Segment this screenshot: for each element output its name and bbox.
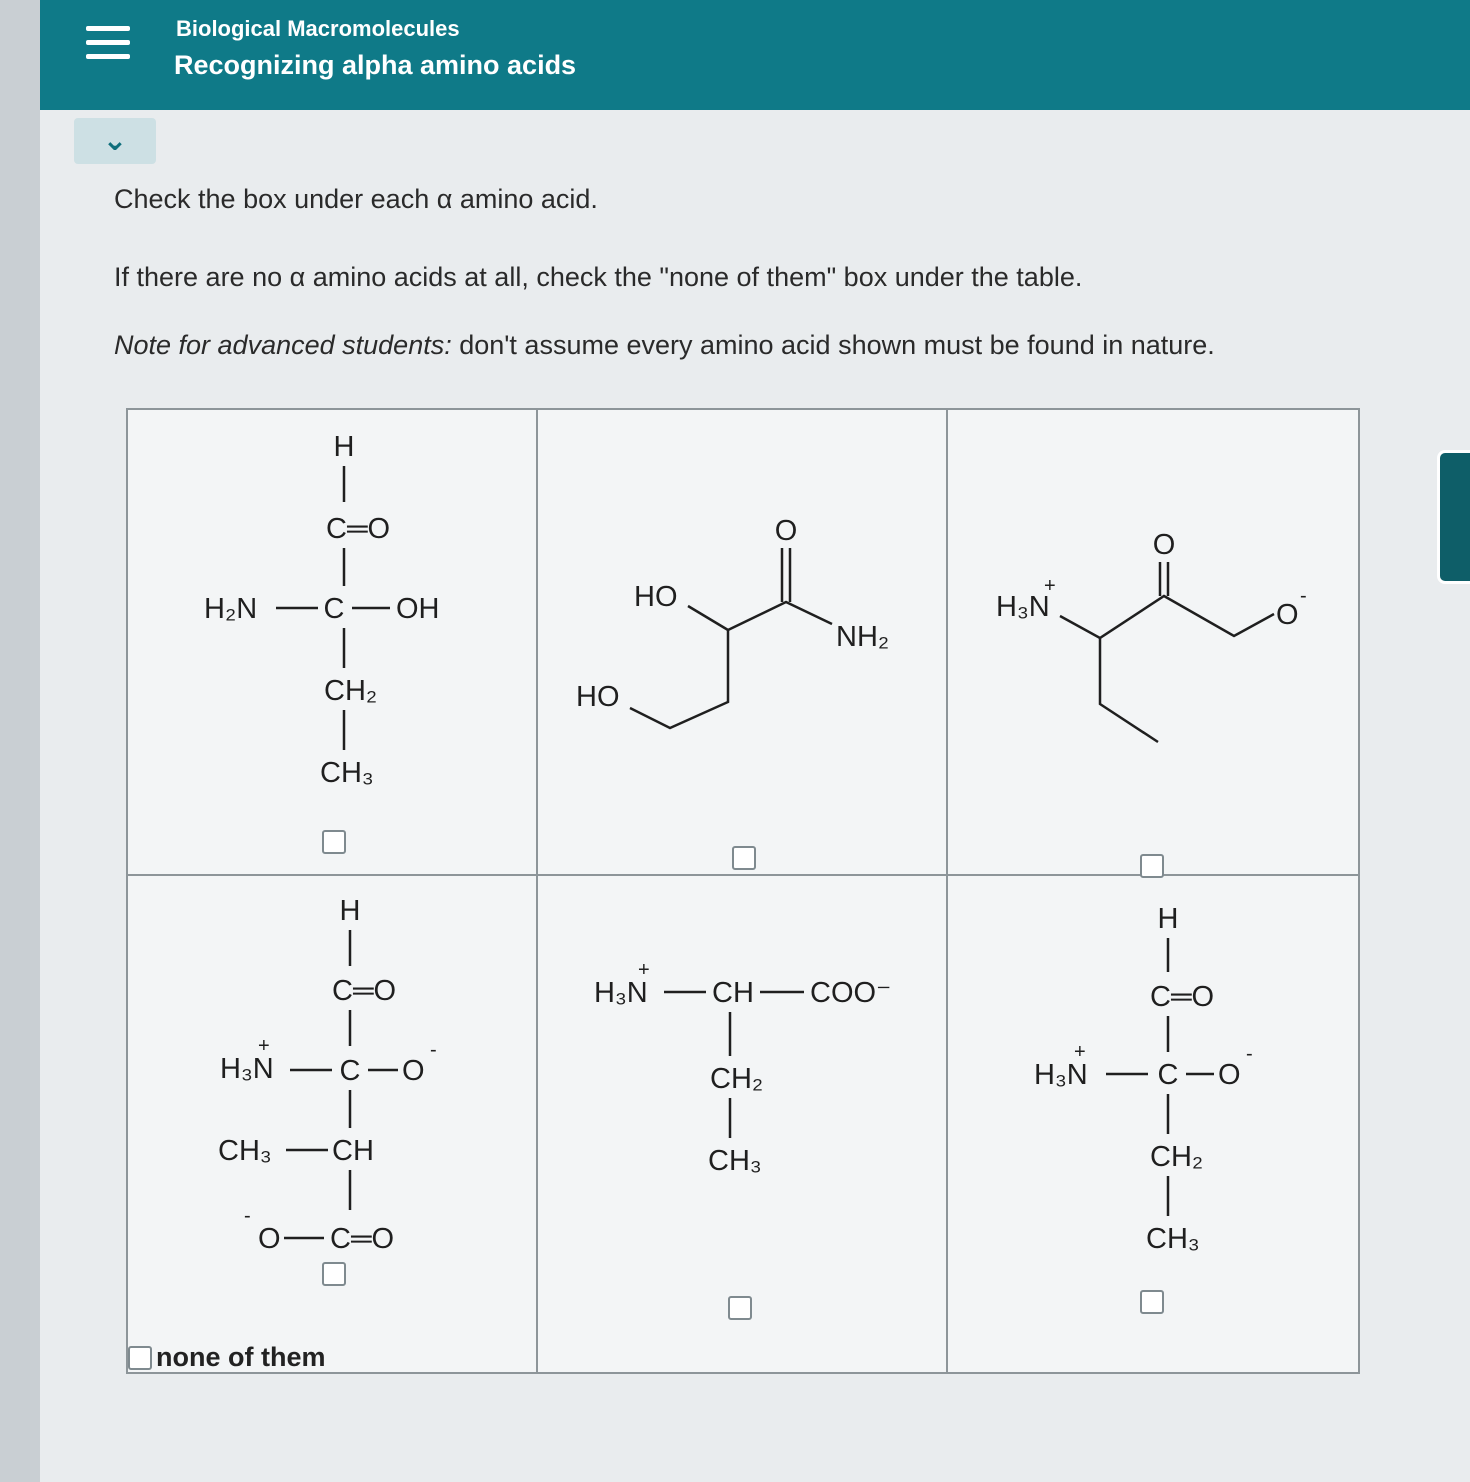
checkbox-molecule-2[interactable] <box>732 846 756 870</box>
collapse-button[interactable] <box>74 118 156 164</box>
course-title: Biological Macromolecules <box>176 16 460 41</box>
chain-ch2: CH₂ <box>1150 1141 1204 1173</box>
alpha-carbon: C <box>339 1055 361 1087</box>
header-bar <box>40 0 1470 110</box>
hydroxyl-top: HO <box>634 581 678 613</box>
chevron-down-icon: ⌄ <box>102 124 128 157</box>
checkbox-none-of-them[interactable] <box>128 1346 152 1370</box>
chain-ch3: CH₃ <box>1146 1223 1200 1255</box>
amine-charge: + <box>638 959 650 981</box>
oxygen-charge: - <box>1300 585 1307 607</box>
app-screen <box>40 0 1470 1482</box>
bottom-oxygen: O <box>258 1223 281 1255</box>
molecule-structure-5 <box>538 876 946 1296</box>
note-label: Note for advanced students: <box>114 330 452 360</box>
molecule-cell-1 <box>128 410 538 876</box>
amine-group: H₂N <box>204 593 258 625</box>
alpha-carbon: C <box>323 593 345 625</box>
alpha-carbon: CH <box>712 977 754 1009</box>
checkbox-molecule-5[interactable] <box>728 1296 752 1320</box>
chain-ch3: CH₃ <box>320 757 374 789</box>
molecule-structure-2 <box>538 410 946 830</box>
amine-group: H₃N <box>220 1053 274 1085</box>
checkbox-molecule-4[interactable] <box>322 1262 346 1286</box>
chain-ch2: CH₂ <box>710 1063 764 1095</box>
amine-charge: + <box>1044 575 1056 597</box>
instruction-line-2: If there are no α amino acids at all, check the "none of them" box under the table. <box>114 262 1083 292</box>
checkbox-molecule-3[interactable] <box>1140 854 1164 878</box>
molecule-structure-1 <box>128 410 536 830</box>
atom-h: H <box>339 895 361 927</box>
bottom-carbonyl: C═O <box>330 1223 395 1255</box>
carbonyl: C═O <box>326 513 391 545</box>
hamburger-menu-icon[interactable] <box>86 26 130 66</box>
branch-ch: CH <box>332 1135 374 1167</box>
oxygen-charge: - <box>1246 1043 1253 1065</box>
alkoxide-oxygen: O <box>1218 1059 1241 1091</box>
note-text: don't assume every amino acid shown must be found in nature. <box>451 330 1215 360</box>
molecule-cell-3 <box>948 410 1358 876</box>
none-of-them-label: none of them <box>156 1342 326 1372</box>
chain-ch3: CH₃ <box>708 1145 762 1177</box>
amine-charge: + <box>1074 1041 1086 1063</box>
atom-h: H <box>1157 903 1179 935</box>
alkoxide-oxygen: O <box>402 1055 425 1087</box>
atom-h: H <box>333 431 355 463</box>
chain-ch2: CH₂ <box>324 675 378 707</box>
amine-charge: + <box>258 1035 270 1057</box>
molecule-structure-6 <box>948 876 1356 1296</box>
amide-group: NH₂ <box>836 621 890 653</box>
hydroxyl-bottom: HO <box>576 681 620 713</box>
none-of-them-row[interactable] <box>128 1342 326 1372</box>
molecule-cell-2 <box>538 410 948 876</box>
hydroxyl-group: OH <box>396 593 440 625</box>
instruction-note <box>114 330 1215 361</box>
amine-group: H₃N <box>594 977 648 1009</box>
molecule-cell-5 <box>538 876 948 1372</box>
topic-title: Recognizing alpha amino acids <box>174 50 577 80</box>
molecule-cell-6 <box>948 876 1358 1372</box>
alpha-carbon: C <box>1157 1059 1179 1091</box>
checkbox-molecule-1[interactable] <box>322 830 346 854</box>
methyl-branch: CH₃ <box>218 1135 272 1167</box>
side-panel-tab[interactable] <box>1437 450 1470 584</box>
carbonyl: C═O <box>1150 981 1215 1013</box>
carbonyl-oxygen: O <box>774 515 798 547</box>
molecule-structure-3 <box>948 410 1356 830</box>
carboxylate-oxygen: O <box>1276 599 1299 631</box>
amine-group: H₃N <box>996 591 1050 623</box>
molecule-structure-4 <box>128 876 536 1296</box>
molecule-cell-4 <box>128 876 538 1372</box>
carbonyl: C═O <box>332 975 397 1007</box>
checkbox-molecule-6[interactable] <box>1140 1290 1164 1314</box>
carbonyl-oxygen: O <box>1152 529 1176 561</box>
instruction-line-1: Check the box under each α amino acid. <box>114 184 598 214</box>
amino-acid-table <box>126 408 1360 1374</box>
oxygen-charge: - <box>430 1039 437 1061</box>
bottom-oxygen-charge: - <box>244 1205 251 1227</box>
carboxylate-group: COO⁻ <box>810 977 892 1009</box>
amine-group: H₃N <box>1034 1059 1088 1091</box>
